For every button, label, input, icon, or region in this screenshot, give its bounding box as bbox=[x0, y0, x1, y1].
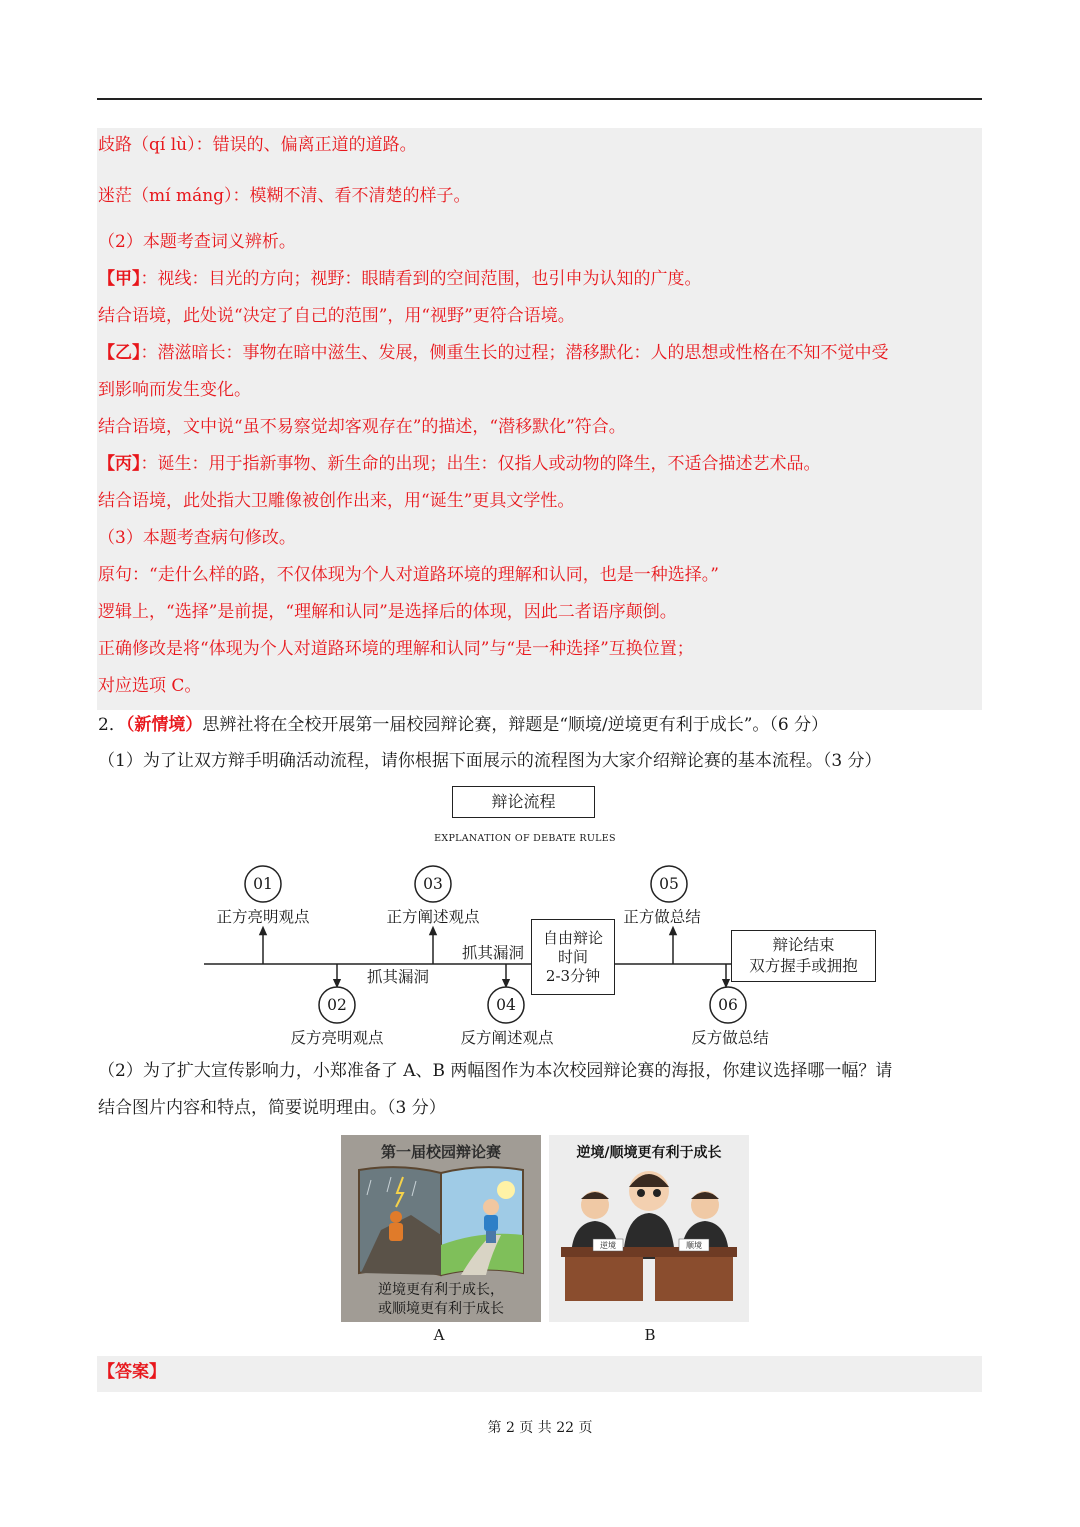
analysis-line-4: 【甲】：视线：目光的方向；视野：眼睛看到的空间范围，也引申为认知的广度。 bbox=[98, 269, 702, 289]
poster-a bbox=[341, 1135, 541, 1322]
step-01-num: 01 bbox=[253, 875, 273, 893]
gap-label-lower: 抓其漏洞 bbox=[367, 968, 430, 986]
poster-b bbox=[549, 1135, 749, 1322]
analysis-line-12: 原句：“走什么样的路，不仅体现为个人对道路环境的理解和认同，也是一种选择。” bbox=[98, 565, 719, 585]
poster-a-text-1: 逆境更有利于成长， bbox=[378, 1282, 504, 1298]
analysis-line-2: 迷茫（mí máng）：模糊不清、看不清楚的样子。 bbox=[98, 186, 471, 206]
step-02-label: 反方亮明观点 bbox=[290, 1029, 384, 1047]
analysis-line-13: 逻辑上，“选择”是前提，“理解和认同”是选择后的体现，因此二者语序颠倒。 bbox=[98, 602, 677, 622]
poster-b-caption: B bbox=[644, 1326, 656, 1344]
step-03-label: 正方阐述观点 bbox=[386, 908, 480, 926]
analysis-line-15: 对应选项 C。 bbox=[98, 676, 202, 696]
step-06-num: 06 bbox=[718, 996, 738, 1014]
step-01-label: 正方亮明观点 bbox=[216, 908, 310, 926]
step-06-label: 反方做总结 bbox=[691, 1029, 769, 1047]
free-debate-box: 自由辩论 时间 2-3分钟 bbox=[531, 919, 615, 995]
poster-a-title: 第一届校园辩论赛 bbox=[380, 1143, 501, 1161]
step-04-num: 04 bbox=[496, 996, 516, 1014]
flowchart-title: 辩论流程 bbox=[452, 786, 595, 818]
question-2-stem: 2．（新情境）思辨社将在全校开展第一届校园辩论赛，辩题是“顺境/逆境更有利于成长”。（6 分） bbox=[98, 715, 829, 735]
question-2-sub2-line2: 结合图片内容和特点，简要说明理由。（3 分） bbox=[98, 1098, 446, 1118]
answer-tag: 【答案】 bbox=[98, 1362, 166, 1382]
poster-a-text-2: 或顺境更有利于成长 bbox=[378, 1301, 504, 1317]
new-context-tag: （新情境） bbox=[125, 715, 203, 735]
answer-section-box bbox=[97, 1356, 982, 1392]
analysis-line-5: 结合语境，此处说“决定了自己的范围”，用“视野”更符合语境。 bbox=[98, 306, 575, 326]
gap-label-upper: 抓其漏洞 bbox=[462, 944, 525, 962]
poster-b-sign-left: 逆境 bbox=[600, 1241, 616, 1250]
poster-b-illustration bbox=[549, 1135, 749, 1322]
step-04-label: 反方阐述观点 bbox=[460, 1029, 554, 1047]
question-2-sub2-line1: （2）为了扩大宣传影响力，小郑准备了 A、B 两幅图作为本次校园辩论赛的海报，你建议选择哪一幅？请 bbox=[98, 1061, 893, 1081]
analysis-line-3: （2）本题考查词义辨析。 bbox=[98, 232, 296, 252]
poster-b-sign-right: 顺境 bbox=[686, 1241, 702, 1250]
step-02-num: 02 bbox=[327, 996, 347, 1014]
analysis-line-7: 到影响而发生变化。 bbox=[98, 380, 251, 400]
analysis-line-6: 【乙】：潜滋暗长：事物在暗中滋生、发展，侧重生长的过程；潜移默化：人的思想或性格在不知不觉中受 bbox=[98, 343, 889, 363]
debate-end-box: 辩论结束 双方握手或拥抱 bbox=[731, 930, 876, 982]
step-05-num: 05 bbox=[659, 875, 679, 893]
flowchart-subtitle: EXPLANATION OF DEBATE RULES bbox=[434, 833, 616, 844]
analysis-line-11: （3）本题考查病句修改。 bbox=[98, 528, 296, 548]
tag-yi: 【乙】 bbox=[98, 343, 141, 363]
analysis-line-10: 结合语境，此处指大卫雕像被创作出来，用“诞生”更具文学性。 bbox=[98, 491, 575, 511]
step-03-num: 03 bbox=[423, 875, 443, 893]
poster-b-title: 逆境/顺境更有利于成长 bbox=[576, 1145, 722, 1161]
analysis-line-9: 【丙】：诞生：用于指新事物、新生命的出现；出生：仅指人或动物的降生，不适合描述艺术品。 bbox=[98, 454, 821, 474]
question-2-sub1: （1）为了让双方辩手明确活动流程，请你根据下面展示的流程图为大家介绍辩论赛的基本流程。（3 分） bbox=[98, 751, 882, 771]
page-footer: 第 2 页 共 22 页 bbox=[487, 1420, 593, 1436]
analysis-line-8: 结合语境，文中说“虽不易察觉却客观存在”的描述，“潜移默化”符合。 bbox=[98, 417, 626, 437]
header-rule bbox=[97, 98, 982, 100]
tag-jia: 【甲】 bbox=[98, 269, 141, 289]
analysis-line-1: 歧路（qí lù）：错误的、偏离正道的道路。 bbox=[98, 135, 417, 155]
poster-a-caption: A bbox=[433, 1326, 445, 1344]
step-05-label: 正方做总结 bbox=[623, 908, 701, 926]
tag-bing: 【丙】 bbox=[98, 454, 141, 474]
analysis-line-14: 正确修改是将“体现为个人对道路环境的理解和认同”与“是一种选择”互换位置； bbox=[98, 639, 694, 659]
